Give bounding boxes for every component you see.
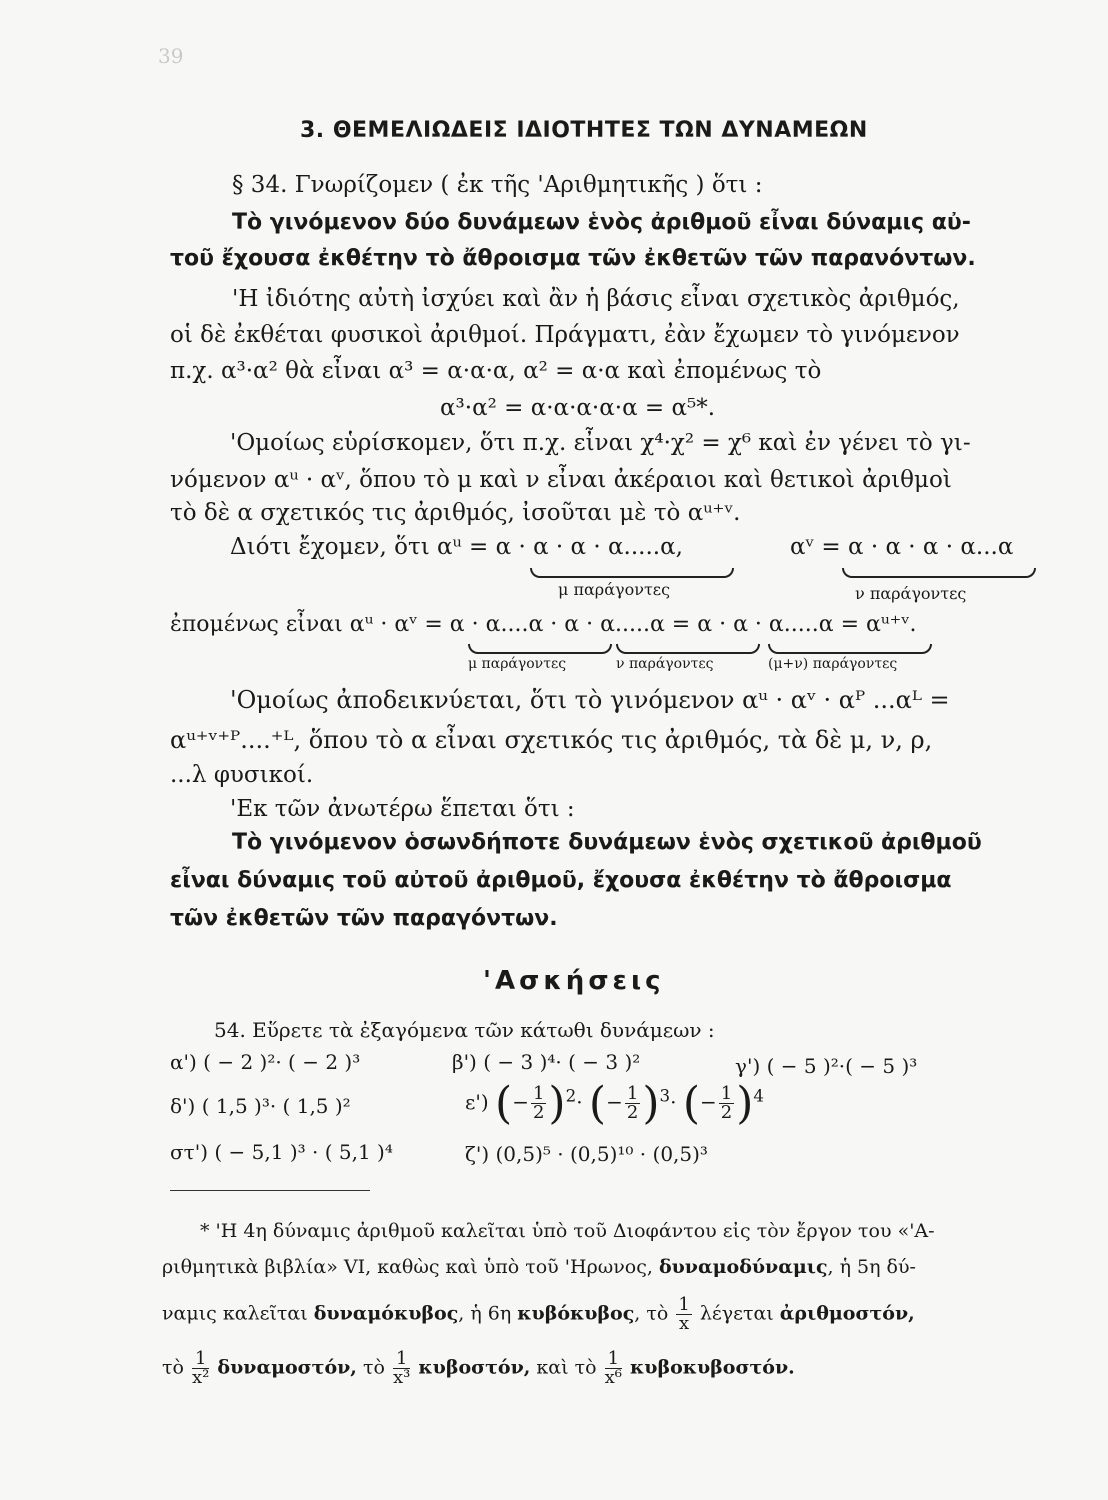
footnote-line: * 'Η 4η δύναμις ἀριθμοῦ καλεῖται ὑπὸ τοῦ Διοφάντου εἰς τὸν ἔργον του «'Α- xyxy=(200,1220,935,1242)
page-number: 39 xyxy=(158,44,184,68)
exercise-a: α') ( − 2 )²· ( − 2 )³ xyxy=(170,1050,361,1074)
text-line: π.χ. α³·α² θὰ εἶναι α³ = α·α·α, α² = α·α καὶ ἐπομένως τὸ xyxy=(170,358,822,384)
theorem-line: εἶναι δύναμις τοῦ αὐτοῦ ἀριθμοῦ, ἔχουσα ἐκθέτην τὸ ἄθροισμα xyxy=(170,868,952,893)
fraction: $\frac{1}{2}$ xyxy=(720,1083,733,1123)
text-line: 'Ομοίως εὑρίσκομεν, ὅτι π.χ. εἶναι χ⁴·χ² = χ⁶ καὶ ἐν γένει τὸ γι- xyxy=(230,430,971,456)
fraction: $\frac{1}{\text{x³}}$ xyxy=(392,1348,411,1388)
exercise-b: β') ( − 3 )⁴· ( − 3 )² xyxy=(452,1050,641,1074)
brace-label: ν παράγοντες xyxy=(855,584,967,603)
footnote-rule xyxy=(170,1190,370,1191)
exercise-intro: 54. Εὕρετε τὰ ἐξαγόμενα τῶν κάτωθι δυνάμεων : xyxy=(214,1018,715,1042)
text-line: 'Εκ τῶν ἀνωτέρω ἕπεται ὅτι : xyxy=(230,796,575,822)
underbrace xyxy=(768,644,932,654)
footnote-line: ριθμητικὰ βιβλία» VI, καθὼς καὶ ὑπὸ τοῦ 'Ηρωνος, δυναμοδύναμις, ἡ 5η δύ- xyxy=(162,1256,916,1278)
exercise-c: γ') ( − 5 )²·( − 5 )³ xyxy=(735,1054,918,1078)
text-line: § 34. Γνωρίζομεν ( ἐκ τῆς 'Αριθμητικῆς ) ὅτι : xyxy=(232,172,763,198)
underbrace xyxy=(530,568,734,578)
exercises-title: 'Ασκήσεις xyxy=(483,966,665,996)
fraction: $\frac{1}{2}$ xyxy=(626,1083,639,1123)
text-line: 'Η ἰδιότης αὐτὴ ἰσχύει καὶ ἂν ἡ βάσις εἶναι σχετικὸς ἀριθμός, xyxy=(232,286,960,312)
fraction: $\frac{1}{\text{x²}}$ xyxy=(192,1348,210,1388)
exercise-st: στ') ( − 5,1 )³ · ( 5,1 )⁴ xyxy=(170,1140,393,1164)
exercise-z: ζ') (0,5)⁵ · (0,5)¹⁰ · (0,5)³ xyxy=(465,1142,708,1166)
footnote-line: τὸ $\frac{1}{\text{x²}}$ δυναμοστόν, τὸ $\frac{1}{\text{x³}}$ κυβοστόν, καὶ τὸ $\frac{1}{\text{x⁶}}$ κυβοκυβοστόν. xyxy=(162,1348,795,1388)
brace-label: μ παράγοντες xyxy=(468,656,567,672)
underbrace xyxy=(468,644,612,654)
text-line: αᵘ⁺ᵛ⁺ᴾ....⁺ᴸ, ὅπου τὸ α εἶναι σχετικός τις ἀριθμός, τὰ δὲ μ, ν, ρ, xyxy=(170,726,933,754)
text-line: ...λ φυσικοί. xyxy=(170,762,314,788)
underbrace xyxy=(842,568,1036,578)
equation-line: α³·α² = α·α·α·α·α = α⁵*. xyxy=(440,395,716,421)
theorem-line: τῶν ἐκθετῶν τῶν παραγόντων. xyxy=(170,906,558,931)
underbrace xyxy=(616,644,760,654)
brace-label: ν παράγοντες xyxy=(616,656,714,672)
text-line: νόμενον αᵘ · αᵛ, ὅπου τὸ μ καὶ ν εἶναι ἀκέραιοι καὶ θετικοὶ ἀριθμοὶ xyxy=(170,467,952,493)
equation-line: ἐπομένως εἶναι αᵘ · αᵛ = α · α....α · α · α.....α = α · α · α.....α = αᵘ⁺ᵛ. xyxy=(170,612,917,637)
theorem-line: Τὸ γινόμενον ὁσωνδήποτε δυνάμεων ἑνὸς σχετικοῦ ἀριθμοῦ xyxy=(232,830,982,855)
text-line: τὸ δὲ α σχετικός τις ἀριθμός, ἰσοῦται μὲ τὸ αᵘ⁺ᵛ. xyxy=(170,500,741,526)
theorem-line: Τὸ γινόμενον δύο δυνάμεων ἑνὸς ἀριθμοῦ εἶναι δύναμις αὐ- xyxy=(232,210,971,235)
exercise-e-label: ε') xyxy=(465,1090,489,1114)
fraction: $\frac{1}{x}$ xyxy=(678,1294,690,1334)
equation-line: αᵛ = α · α · α · α...α xyxy=(790,534,1014,560)
text-line: οἱ δὲ ἐκθέται φυσικοὶ ἀριθμοί. Πράγματι, ἐὰν ἔχωμεν τὸ γινόμενον xyxy=(170,322,960,348)
exercise-e: ε') (− $\frac{1}{2}$ )$^2$· (− $\frac{1}{2}$ )$^3$· (− $\frac{1}{2}$ )$^4$ xyxy=(465,1078,764,1129)
text-line: 'Ομοίως ἀποδεικνύεται, ὅτι τὸ γινόμενον αᵘ · αᵛ · αᴾ ...αᴸ = xyxy=(230,686,950,714)
exercise-d: δ') ( 1,5 )³· ( 1,5 )² xyxy=(170,1094,351,1118)
footnote-line: ναμις καλεῖται δυναμόκυβος, ἡ 6η κυβόκυβος, τὸ $\frac{1}{x}$ λέγεται ἀριθμοστόν, xyxy=(162,1294,915,1334)
section-heading: 3. ΘΕΜΕΛΙΩΔΕΙΣ ΙΔΙΟΤΗΤΕΣ ΤΩΝ ΔΥΝΑΜΕΩΝ xyxy=(300,118,868,143)
brace-label: μ παράγοντες xyxy=(558,580,671,599)
equation-line: Διότι ἔχομεν, ὅτι αᵘ = α · α · α · α.....α, xyxy=(230,534,683,560)
brace-label: (μ+ν) παράγοντες xyxy=(768,656,898,672)
fraction: $\frac{1}{2}$ xyxy=(532,1083,545,1123)
theorem-line: τοῦ ἔχουσα ἐκθέτην τὸ ἄθροισμα τῶν ἐκθετῶν τῶν παρανόντων. xyxy=(170,246,976,271)
fraction: $\frac{1}{\text{x⁶}}$ xyxy=(604,1348,622,1388)
